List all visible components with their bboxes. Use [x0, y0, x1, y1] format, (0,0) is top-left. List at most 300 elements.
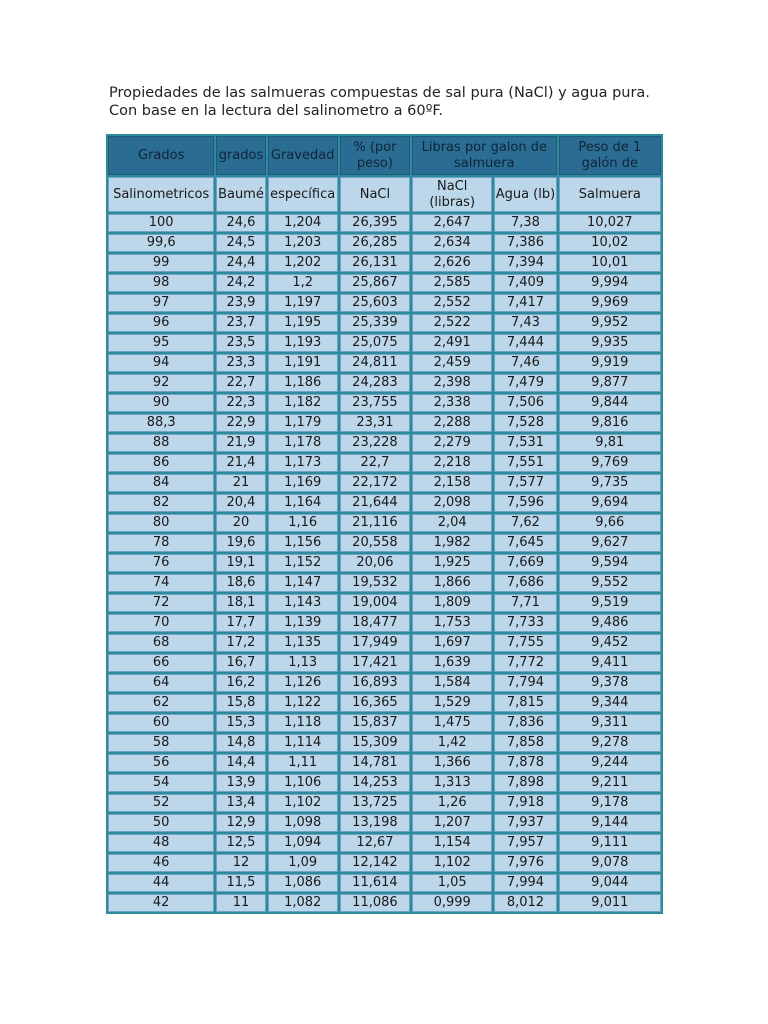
cell-baume: 14,8 [216, 734, 265, 752]
intro-line-2: Con base en la lectura del salinometro a 60ºF. [109, 103, 444, 119]
cell-gravedad-especifica: 1,094 [268, 834, 338, 852]
cell-salmuera: 9,969 [559, 294, 661, 312]
cell-nacl-libras: 1,366 [412, 754, 492, 772]
cell-baume: 24,2 [216, 274, 265, 292]
cell-baume: 19,6 [216, 534, 265, 552]
cell-nacl-libras: 1,313 [412, 774, 492, 792]
cell-nacl-pct: 25,867 [340, 274, 410, 292]
header-row-2 [108, 177, 661, 212]
cell-salinometricos: 66 [108, 654, 214, 672]
cell-baume: 24,6 [216, 214, 265, 232]
cell-nacl-pct: 13,725 [340, 794, 410, 812]
cell-agua-lb: 7,976 [494, 854, 556, 872]
cell-gravedad-especifica: 1,152 [268, 554, 338, 572]
cell-agua-lb: 7,733 [494, 614, 556, 632]
subheader-salinometricos: Salinometricos [108, 177, 214, 212]
cell-nacl-libras: 2,552 [412, 294, 492, 312]
cell-nacl-pct: 24,811 [340, 354, 410, 372]
cell-nacl-pct: 19,004 [340, 594, 410, 612]
cell-nacl-libras: 2,04 [412, 514, 492, 532]
cell-salmuera: 9,111 [559, 834, 661, 852]
cell-salinometricos: 76 [108, 554, 214, 572]
cell-salmuera: 10,02 [559, 234, 661, 252]
header-row-1 [108, 136, 661, 175]
cell-baume: 24,4 [216, 254, 265, 272]
cell-salinometricos: 100 [108, 214, 214, 232]
table-row [108, 234, 661, 252]
cell-salinometricos: 54 [108, 774, 214, 792]
cell-nacl-pct: 21,116 [340, 514, 410, 532]
cell-gravedad-especifica: 1,098 [268, 814, 338, 832]
cell-salmuera: 9,66 [559, 514, 661, 532]
cell-baume: 11,5 [216, 874, 265, 892]
cell-baume: 21 [216, 474, 265, 492]
cell-baume: 20,4 [216, 494, 265, 512]
cell-salinometricos: 56 [108, 754, 214, 772]
cell-agua-lb: 7,46 [494, 354, 556, 372]
cell-salinometricos: 58 [108, 734, 214, 752]
cell-agua-lb: 8,012 [494, 894, 556, 912]
cell-salinometricos: 86 [108, 454, 214, 472]
cell-baume: 22,3 [216, 394, 265, 412]
cell-gravedad-especifica: 1,179 [268, 414, 338, 432]
cell-gravedad-especifica: 1,143 [268, 594, 338, 612]
cell-gravedad-especifica: 1,139 [268, 614, 338, 632]
cell-nacl-pct: 16,365 [340, 694, 410, 712]
cell-salmuera: 9,994 [559, 274, 661, 292]
cell-baume: 19,1 [216, 554, 265, 572]
cell-salinometricos: 74 [108, 574, 214, 592]
cell-salinometricos: 90 [108, 394, 214, 412]
cell-gravedad-especifica: 1,202 [268, 254, 338, 272]
cell-agua-lb: 7,596 [494, 494, 556, 512]
cell-nacl-libras: 2,459 [412, 354, 492, 372]
cell-agua-lb: 7,645 [494, 534, 556, 552]
table-row [108, 834, 661, 852]
cell-nacl-libras: 1,982 [412, 534, 492, 552]
cell-baume: 17,2 [216, 634, 265, 652]
table-row [108, 774, 661, 792]
cell-agua-lb: 7,71 [494, 594, 556, 612]
cell-gravedad-especifica: 1,156 [268, 534, 338, 552]
cell-nacl-pct: 11,614 [340, 874, 410, 892]
cell-baume: 23,3 [216, 354, 265, 372]
cell-gravedad-especifica: 1,135 [268, 634, 338, 652]
cell-salinometricos: 98 [108, 274, 214, 292]
cell-gravedad-especifica: 1,195 [268, 314, 338, 332]
table-row [108, 794, 661, 812]
cell-salmuera: 9,844 [559, 394, 661, 412]
cell-salmuera: 9,378 [559, 674, 661, 692]
cell-nacl-pct: 19,532 [340, 574, 410, 592]
cell-baume: 22,9 [216, 414, 265, 432]
cell-salinometricos: 99 [108, 254, 214, 272]
cell-salinometricos: 78 [108, 534, 214, 552]
cell-nacl-libras: 1,207 [412, 814, 492, 832]
intro-text [109, 84, 650, 120]
table-row [108, 574, 661, 592]
cell-salinometricos: 48 [108, 834, 214, 852]
cell-nacl-libras: 1,154 [412, 834, 492, 852]
cell-baume: 20 [216, 514, 265, 532]
cell-gravedad-especifica: 1,114 [268, 734, 338, 752]
cell-baume: 14,4 [216, 754, 265, 772]
cell-agua-lb: 7,479 [494, 374, 556, 392]
cell-salmuera: 9,344 [559, 694, 661, 712]
table-row [108, 874, 661, 892]
cell-gravedad-especifica: 1,102 [268, 794, 338, 812]
cell-salinometricos: 82 [108, 494, 214, 512]
cell-salinometricos: 44 [108, 874, 214, 892]
cell-baume: 16,2 [216, 674, 265, 692]
cell-salinometricos: 62 [108, 694, 214, 712]
cell-nacl-pct: 23,228 [340, 434, 410, 452]
table-row [108, 254, 661, 272]
cell-nacl-pct: 26,395 [340, 214, 410, 232]
table-row [108, 374, 661, 392]
cell-salmuera: 9,769 [559, 454, 661, 472]
table-row [108, 354, 661, 372]
cell-agua-lb: 7,836 [494, 714, 556, 732]
cell-agua-lb: 7,669 [494, 554, 556, 572]
cell-agua-lb: 7,918 [494, 794, 556, 812]
cell-salinometricos: 80 [108, 514, 214, 532]
cell-agua-lb: 7,62 [494, 514, 556, 532]
table-row [108, 454, 661, 472]
cell-nacl-pct: 18,477 [340, 614, 410, 632]
cell-baume: 13,9 [216, 774, 265, 792]
cell-agua-lb: 7,878 [494, 754, 556, 772]
table-row [108, 274, 661, 292]
table-row [108, 214, 661, 232]
cell-salinometricos: 70 [108, 614, 214, 632]
cell-salinometricos: 68 [108, 634, 214, 652]
cell-baume: 12,9 [216, 814, 265, 832]
cell-nacl-pct: 12,142 [340, 854, 410, 872]
subheader-agua-lb: Agua (lb) [494, 177, 556, 212]
cell-salinometricos: 99,6 [108, 234, 214, 252]
cell-salmuera: 9,935 [559, 334, 661, 352]
cell-agua-lb: 7,994 [494, 874, 556, 892]
cell-salmuera: 9,178 [559, 794, 661, 812]
cell-nacl-pct: 26,131 [340, 254, 410, 272]
cell-agua-lb: 7,577 [494, 474, 556, 492]
cell-salinometricos: 88,3 [108, 414, 214, 432]
cell-nacl-libras: 1,26 [412, 794, 492, 812]
table-row [108, 754, 661, 772]
table-row [108, 334, 661, 352]
cell-salmuera: 9,278 [559, 734, 661, 752]
cell-baume: 22,7 [216, 374, 265, 392]
brine-properties-table [106, 134, 663, 914]
cell-nacl-libras: 1,529 [412, 694, 492, 712]
cell-salinometricos: 88 [108, 434, 214, 452]
cell-nacl-pct: 14,253 [340, 774, 410, 792]
cell-nacl-libras: 2,338 [412, 394, 492, 412]
cell-agua-lb: 7,531 [494, 434, 556, 452]
table-row [108, 854, 661, 872]
cell-gravedad-especifica: 1,164 [268, 494, 338, 512]
table-row [108, 514, 661, 532]
cell-nacl-pct: 22,172 [340, 474, 410, 492]
cell-gravedad-especifica: 1,09 [268, 854, 338, 872]
cell-gravedad-especifica: 1,13 [268, 654, 338, 672]
cell-gravedad-especifica: 1,173 [268, 454, 338, 472]
cell-gravedad-especifica: 1,16 [268, 514, 338, 532]
cell-nacl-libras: 1,05 [412, 874, 492, 892]
table-row [108, 554, 661, 572]
cell-nacl-pct: 25,075 [340, 334, 410, 352]
cell-nacl-libras: 2,522 [412, 314, 492, 332]
cell-agua-lb: 7,957 [494, 834, 556, 852]
table-row [108, 474, 661, 492]
cell-nacl-pct: 15,837 [340, 714, 410, 732]
cell-nacl-libras: 1,42 [412, 734, 492, 752]
table-body [108, 214, 661, 912]
cell-gravedad-especifica: 1,106 [268, 774, 338, 792]
cell-salmuera: 9,735 [559, 474, 661, 492]
table-row [108, 674, 661, 692]
cell-baume: 15,8 [216, 694, 265, 712]
brine-properties-table-wrapper [106, 134, 663, 914]
cell-nacl-libras: 0,999 [412, 894, 492, 912]
cell-gravedad-especifica: 1,122 [268, 694, 338, 712]
cell-nacl-pct: 13,198 [340, 814, 410, 832]
cell-salinometricos: 64 [108, 674, 214, 692]
cell-agua-lb: 7,409 [494, 274, 556, 292]
cell-nacl-pct: 24,283 [340, 374, 410, 392]
cell-nacl-libras: 2,288 [412, 414, 492, 432]
cell-salmuera: 10,027 [559, 214, 661, 232]
cell-nacl-libras: 1,866 [412, 574, 492, 592]
cell-nacl-pct: 17,421 [340, 654, 410, 672]
header-peso-galon: Peso de 1 galón de [559, 136, 661, 175]
cell-nacl-pct: 20,06 [340, 554, 410, 572]
cell-gravedad-especifica: 1,082 [268, 894, 338, 912]
cell-salmuera: 9,211 [559, 774, 661, 792]
cell-gravedad-especifica: 1,178 [268, 434, 338, 452]
cell-nacl-libras: 1,584 [412, 674, 492, 692]
cell-salmuera: 9,594 [559, 554, 661, 572]
header-grados: Grados [108, 136, 214, 175]
header-libras-por-galon: Libras por galon de salmuera [412, 136, 557, 175]
cell-salinometricos: 92 [108, 374, 214, 392]
cell-baume: 18,6 [216, 574, 265, 592]
cell-nacl-pct: 26,285 [340, 234, 410, 252]
cell-nacl-libras: 1,925 [412, 554, 492, 572]
cell-nacl-pct: 22,7 [340, 454, 410, 472]
table-row [108, 414, 661, 432]
cell-nacl-libras: 1,809 [412, 594, 492, 612]
cell-gravedad-especifica: 1,186 [268, 374, 338, 392]
cell-agua-lb: 7,506 [494, 394, 556, 412]
cell-baume: 15,3 [216, 714, 265, 732]
cell-gravedad-especifica: 1,086 [268, 874, 338, 892]
cell-gravedad-especifica: 1,203 [268, 234, 338, 252]
cell-gravedad-especifica: 1,147 [268, 574, 338, 592]
cell-gravedad-especifica: 1,118 [268, 714, 338, 732]
cell-baume: 13,4 [216, 794, 265, 812]
cell-nacl-libras: 2,158 [412, 474, 492, 492]
cell-gravedad-especifica: 1,191 [268, 354, 338, 372]
cell-agua-lb: 7,858 [494, 734, 556, 752]
cell-nacl-pct: 25,603 [340, 294, 410, 312]
cell-nacl-libras: 1,475 [412, 714, 492, 732]
subheader-salmuera: Salmuera [559, 177, 661, 212]
cell-baume: 21,9 [216, 434, 265, 452]
cell-salinometricos: 42 [108, 894, 214, 912]
cell-nacl-pct: 21,644 [340, 494, 410, 512]
table-row [108, 294, 661, 312]
header-gravedad: Gravedad [268, 136, 338, 175]
subheader-especifica: específica [268, 177, 338, 212]
cell-gravedad-especifica: 1,2 [268, 274, 338, 292]
cell-agua-lb: 7,686 [494, 574, 556, 592]
cell-salmuera: 9,144 [559, 814, 661, 832]
cell-agua-lb: 7,386 [494, 234, 556, 252]
cell-nacl-libras: 2,647 [412, 214, 492, 232]
table-row [108, 534, 661, 552]
cell-nacl-pct: 11,086 [340, 894, 410, 912]
cell-salmuera: 9,519 [559, 594, 661, 612]
cell-salinometricos: 96 [108, 314, 214, 332]
cell-nacl-pct: 23,755 [340, 394, 410, 412]
cell-salmuera: 9,311 [559, 714, 661, 732]
cell-salinometricos: 50 [108, 814, 214, 832]
cell-nacl-pct: 25,339 [340, 314, 410, 332]
cell-nacl-libras: 2,098 [412, 494, 492, 512]
cell-gravedad-especifica: 1,169 [268, 474, 338, 492]
cell-baume: 23,7 [216, 314, 265, 332]
cell-salmuera: 9,816 [559, 414, 661, 432]
cell-nacl-libras: 2,626 [412, 254, 492, 272]
cell-salmuera: 9,044 [559, 874, 661, 892]
cell-baume: 21,4 [216, 454, 265, 472]
table-row [108, 314, 661, 332]
cell-nacl-libras: 2,398 [412, 374, 492, 392]
cell-salinometricos: 46 [108, 854, 214, 872]
cell-gravedad-especifica: 1,204 [268, 214, 338, 232]
cell-salmuera: 9,552 [559, 574, 661, 592]
table-row [108, 394, 661, 412]
cell-salmuera: 9,627 [559, 534, 661, 552]
cell-nacl-pct: 23,31 [340, 414, 410, 432]
cell-nacl-libras: 2,491 [412, 334, 492, 352]
cell-nacl-pct: 14,781 [340, 754, 410, 772]
cell-salmuera: 9,411 [559, 654, 661, 672]
header-porcentaje-peso: % (por peso) [340, 136, 410, 175]
table-row [108, 714, 661, 732]
table-row [108, 894, 661, 912]
cell-salmuera: 9,919 [559, 354, 661, 372]
cell-nacl-libras: 1,697 [412, 634, 492, 652]
cell-nacl-libras: 2,585 [412, 274, 492, 292]
cell-baume: 17,7 [216, 614, 265, 632]
table-row [108, 634, 661, 652]
cell-salmuera: 9,694 [559, 494, 661, 512]
subheader-nacl: NaCl [340, 177, 410, 212]
header-grados-baume: grados [216, 136, 265, 175]
cell-salmuera: 9,011 [559, 894, 661, 912]
cell-salmuera: 9,952 [559, 314, 661, 332]
cell-baume: 12,5 [216, 834, 265, 852]
table-row [108, 494, 661, 512]
cell-agua-lb: 7,898 [494, 774, 556, 792]
cell-salinometricos: 72 [108, 594, 214, 612]
cell-agua-lb: 7,417 [494, 294, 556, 312]
cell-salmuera: 9,244 [559, 754, 661, 772]
cell-agua-lb: 7,394 [494, 254, 556, 272]
intro-line-1: Propiedades de las salmueras compuestas de sal pura (NaCl) y agua pura. [109, 85, 650, 101]
table-row [108, 594, 661, 612]
cell-nacl-libras: 1,753 [412, 614, 492, 632]
cell-agua-lb: 7,528 [494, 414, 556, 432]
cell-nacl-pct: 20,558 [340, 534, 410, 552]
cell-salmuera: 10,01 [559, 254, 661, 272]
cell-nacl-libras: 2,279 [412, 434, 492, 452]
table-row [108, 814, 661, 832]
cell-baume: 24,5 [216, 234, 265, 252]
cell-salmuera: 9,486 [559, 614, 661, 632]
cell-baume: 11 [216, 894, 265, 912]
cell-nacl-libras: 2,634 [412, 234, 492, 252]
cell-gravedad-especifica: 1,126 [268, 674, 338, 692]
table-row [108, 614, 661, 632]
cell-nacl-pct: 16,893 [340, 674, 410, 692]
cell-salmuera: 9,877 [559, 374, 661, 392]
cell-agua-lb: 7,444 [494, 334, 556, 352]
cell-salmuera: 9,452 [559, 634, 661, 652]
cell-agua-lb: 7,794 [494, 674, 556, 692]
cell-salinometricos: 94 [108, 354, 214, 372]
cell-salinometricos: 52 [108, 794, 214, 812]
cell-salinometricos: 60 [108, 714, 214, 732]
cell-nacl-libras: 1,102 [412, 854, 492, 872]
cell-salmuera: 9,078 [559, 854, 661, 872]
cell-agua-lb: 7,772 [494, 654, 556, 672]
cell-nacl-libras: 1,639 [412, 654, 492, 672]
cell-nacl-libras: 2,218 [412, 454, 492, 472]
table-row [108, 654, 661, 672]
table-row [108, 434, 661, 452]
table-row [108, 694, 661, 712]
table-row [108, 734, 661, 752]
cell-salinometricos: 84 [108, 474, 214, 492]
cell-baume: 18,1 [216, 594, 265, 612]
cell-baume: 12 [216, 854, 265, 872]
cell-agua-lb: 7,551 [494, 454, 556, 472]
cell-agua-lb: 7,755 [494, 634, 556, 652]
cell-gravedad-especifica: 1,11 [268, 754, 338, 772]
cell-salinometricos: 95 [108, 334, 214, 352]
cell-salinometricos: 97 [108, 294, 214, 312]
cell-gravedad-especifica: 1,193 [268, 334, 338, 352]
cell-nacl-pct: 15,309 [340, 734, 410, 752]
cell-gravedad-especifica: 1,182 [268, 394, 338, 412]
cell-nacl-pct: 12,67 [340, 834, 410, 852]
cell-agua-lb: 7,937 [494, 814, 556, 832]
cell-baume: 23,9 [216, 294, 265, 312]
cell-baume: 23,5 [216, 334, 265, 352]
cell-agua-lb: 7,815 [494, 694, 556, 712]
subheader-baume: Baumé [216, 177, 265, 212]
cell-nacl-pct: 17,949 [340, 634, 410, 652]
cell-baume: 16,7 [216, 654, 265, 672]
cell-gravedad-especifica: 1,197 [268, 294, 338, 312]
subheader-nacl-libras: NaCl (libras) [412, 177, 492, 212]
cell-salmuera: 9,81 [559, 434, 661, 452]
cell-agua-lb: 7,38 [494, 214, 556, 232]
